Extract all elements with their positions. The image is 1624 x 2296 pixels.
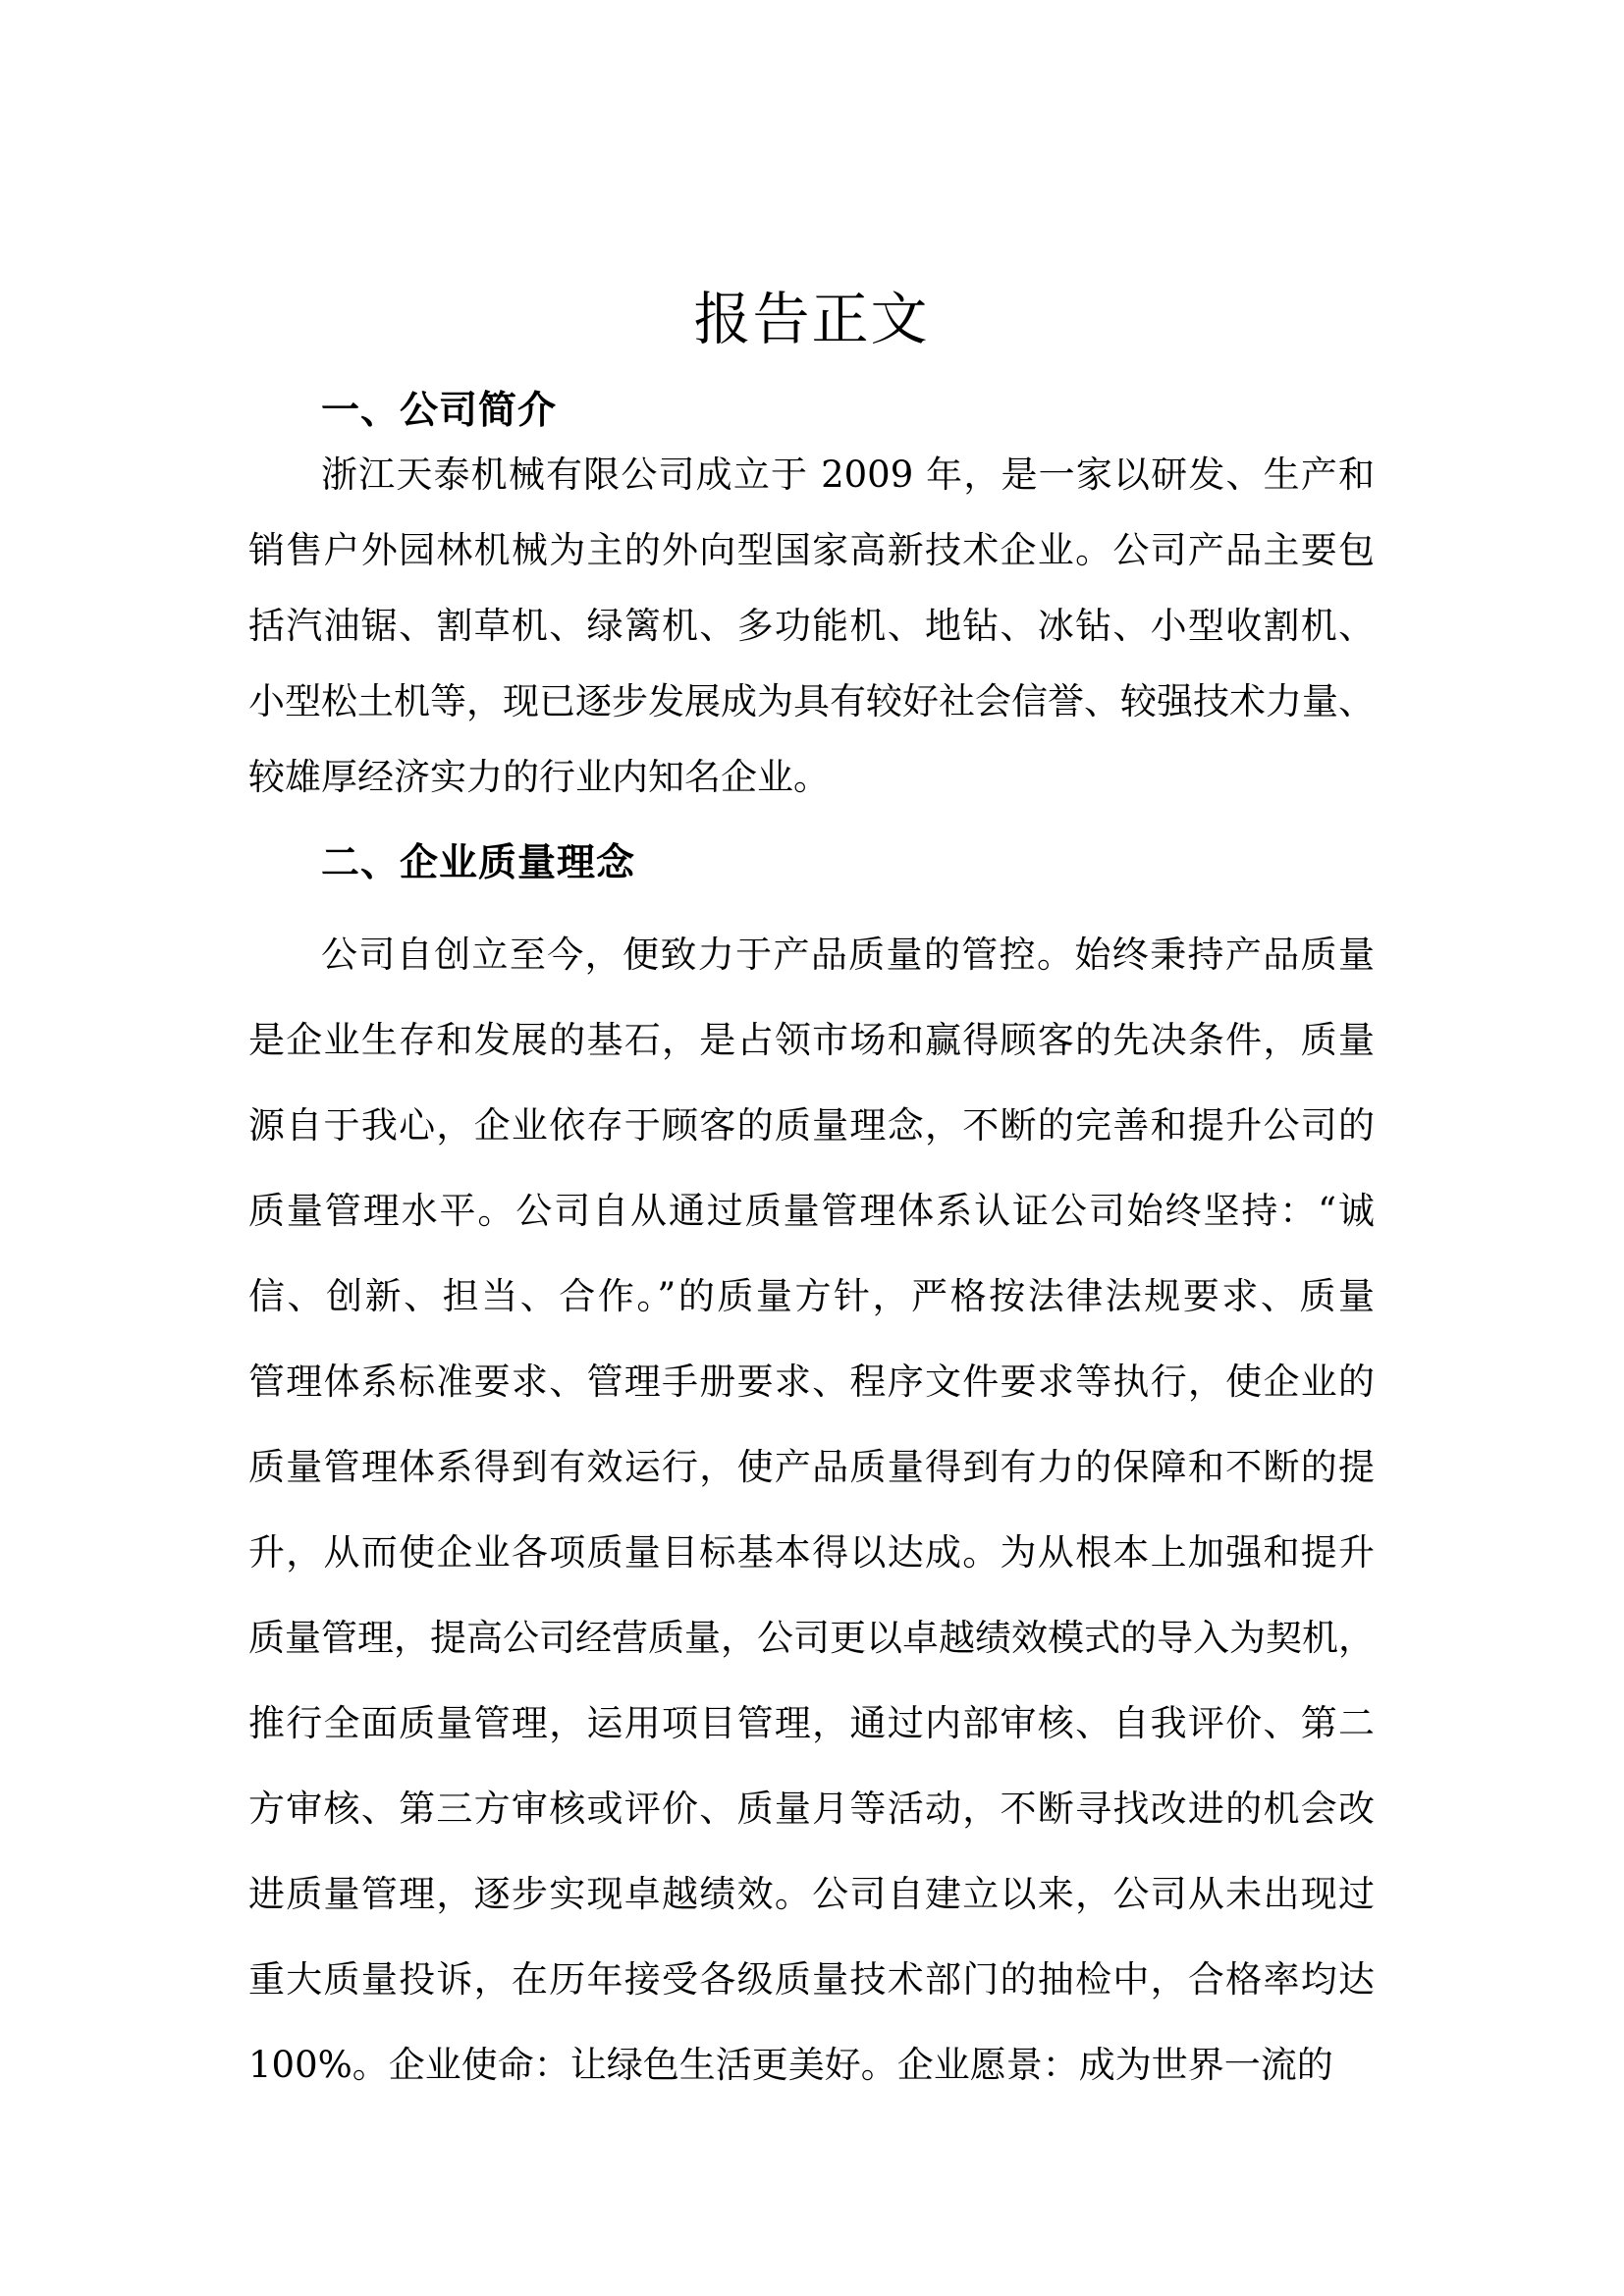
paragraph-line: 进质量管理，逐步实现卓越绩效。公司自建立以来，公司从未出现过 bbox=[248, 1873, 1375, 1915]
paragraph-line: 升，从而使企业各项质量目标基本得以达成。为从根本上加强和提升 bbox=[248, 1531, 1375, 1574]
paragraph-line: 推行全面质量管理，运用项目管理，通过内部审核、自我评价、第二 bbox=[248, 1702, 1375, 1744]
paragraph-line: 100%。企业使命：让绿色生活更美好。企业愿景：成为世界一流的 bbox=[248, 2044, 1333, 2086]
paragraph-line: 浙江天泰机械有限公司成立于 2009 年，是一家以研发、生产和 bbox=[321, 454, 1375, 496]
paragraph-line: 方审核、第三方审核或评价、质量月等活动，不断寻找改进的机会改 bbox=[248, 1788, 1375, 1830]
paragraph-quality-philosophy bbox=[248, 912, 1375, 2108]
paragraph-line: 信、创新、担当、合作。”的质量方针，严格按法律法规要求、质量 bbox=[248, 1275, 1375, 1317]
paragraph-line: 是企业生存和发展的基石，是占领市场和赢得顾客的先决条件，质量 bbox=[248, 1019, 1375, 1061]
document-title: 报告正文 bbox=[693, 286, 930, 352]
paragraph-line: 质量管理，提高公司经营质量，公司更以卓越绩效模式的导入为契机， bbox=[248, 1617, 1375, 1659]
paragraph-line: 管理体系标准要求、管理手册要求、程序文件要求等执行，使企业的 bbox=[248, 1361, 1375, 1403]
paragraph-line: 重大质量投诉，在历年接受各级质量技术部门的抽检中，合格率均达 bbox=[248, 1958, 1375, 2001]
section-heading-quality-philosophy: 二、企业质量理念 bbox=[321, 841, 636, 885]
section-heading-company-intro: 一、公司简介 bbox=[321, 389, 558, 433]
paragraph-line: 源自于我心，企业依存于顾客的质量理念，不断的完善和提升公司的 bbox=[248, 1104, 1375, 1147]
paragraph-line: 销售户外园林机械为主的外向型国家高新技术企业。公司产品主要包 bbox=[248, 529, 1375, 571]
paragraph-company-intro bbox=[248, 437, 1375, 815]
paragraph-line: 较雄厚经济实力的行业内知名企业。 bbox=[248, 756, 830, 798]
paragraph-line: 质量管理水平。公司自从通过质量管理体系认证公司始终坚持：“诚 bbox=[248, 1190, 1375, 1232]
paragraph-line: 小型松土机等，现已逐步发展成为具有较好社会信誉、较强技术力量、 bbox=[248, 680, 1375, 722]
paragraph-line: 质量管理体系得到有效运行，使产品质量得到有力的保障和不断的提 bbox=[248, 1446, 1375, 1488]
paragraph-line: 括汽油锯、割草机、绿篱机、多功能机、地钻、冰钻、小型收割机、 bbox=[248, 605, 1375, 647]
paragraph-line: 公司自创立至今，便致力于产品质量的管控。始终秉持产品质量 bbox=[321, 934, 1375, 976]
